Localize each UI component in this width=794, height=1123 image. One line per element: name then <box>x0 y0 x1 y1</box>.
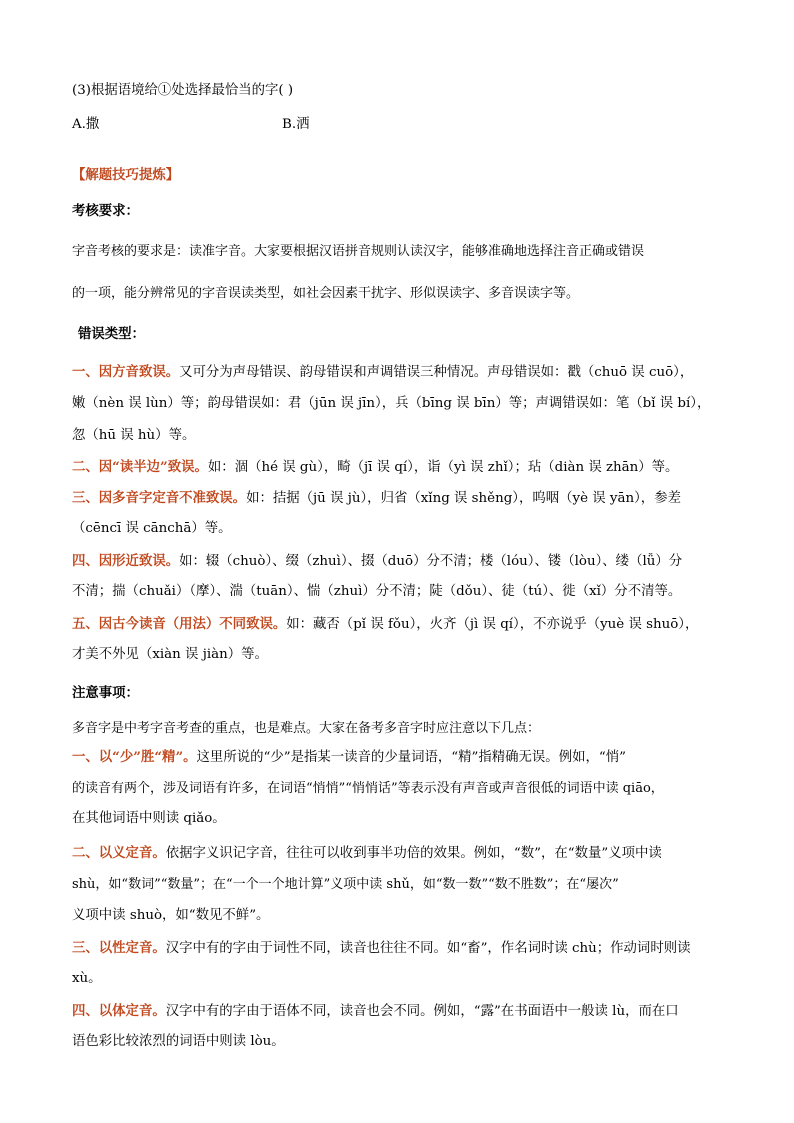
requirements-line-1: 字音考核的要求是：读准字音。大家要根据汉语拼音规则认读汉字，能够准确地选择注音正确或错误 <box>72 244 645 259</box>
error-type-4-label: 四、因形近致误。 <box>72 553 180 569</box>
note-1-label: 一、以“少”胜“精”。 <box>72 749 197 765</box>
note-4-line-1: 四、以体定音。汉字中有的字由于语体不同，读音也会不同。例如，“露”在书面语中一般读 lù，而在口 <box>72 1003 679 1019</box>
note-2-line-3: 义项中读 shuò，如“数见不鲜”。 <box>72 908 270 923</box>
error-type-5-label: 五、因古今读音（用法）不同致误。 <box>72 616 287 632</box>
note-2-label: 二、以义定音。 <box>72 845 166 861</box>
option-a[interactable]: A.撒 <box>72 117 100 132</box>
note-3-label: 三、以性定音。 <box>72 940 166 956</box>
question-options <box>72 115 310 135</box>
notes-intro: 多音字是中考字音考查的重点，也是难点。大家在备考多音字时应注意以下几点： <box>72 721 541 736</box>
note-4-label: 四、以体定音。 <box>72 1003 166 1019</box>
error-type-3-line-1: 三、因多音字定音不准致误。如：拮据（jū 误 jù），归省（xǐng 误 shěng），呜咽（yè 误 yān），参差 <box>72 490 681 506</box>
option-b[interactable]: B.洒 <box>282 117 310 132</box>
note-1-line-1: 一、以“少”胜“精”。这里所说的“少”是指某一读音的少量词语，“精”指精确无误。例如，“悄” <box>72 749 626 765</box>
requirements-heading: 考核要求： <box>72 203 139 219</box>
question-prompt: (3)根据语境给①处选择最恰当的字( ) <box>72 83 294 98</box>
note-3-line-1: 三、以性定音。汉字中有的字由于词性不同，读音也往往不同。如“畜”，作名词时读 chù；作动词时则读 <box>72 940 691 956</box>
error-type-1-line-2: 嫩（nèn 误 lùn）等；韵母错误如：君（jūn 误 jīn），兵（bīng 误 bīn）等；声调错误如：笔（bǐ 误 bí）， <box>72 396 711 411</box>
error-type-5-line-1: 五、因古今读音（用法）不同致误。如：藏否（pǐ 误 fǒu），火齐（jì 误 qí），不亦说乎（yuè 误 shuō）， <box>72 616 699 632</box>
note-3-line-2: xù。 <box>72 971 102 986</box>
error-type-3-line-2: （cēncī 误 cānchā）等。 <box>72 521 232 536</box>
note-2-line-1: 二、以义定音。依据字义识记字音，往往可以收到事半功倍的效果。例如，“数”，在“数量”义项中读 <box>72 845 662 861</box>
section-title: 【解题技巧提炼】 <box>72 167 180 183</box>
requirements-line-2: 的一项，能分辨常见的字音误读类型，如社会因素干扰字、形似误读字、多音误读字等。 <box>72 286 580 301</box>
note-1-line-2: 的读音有两个，涉及词语有许多，在词语“悄悄”“悄悄话”等表示没有声音或声音很低的词语中读 qiāo， <box>72 781 664 796</box>
note-4-line-2: 语色彩比较浓烈的词语中则读 lòu。 <box>72 1034 285 1049</box>
error-type-3-label: 三、因多音字定音不准致误。 <box>72 490 247 506</box>
error-type-1-line-1: 一、因方音致误。又可分为声母错误、韵母错误和声调错误三种情况。声母错误如：戳（chuō 误 cuō）， <box>72 364 694 380</box>
error-type-5-line-2: 才美不外见（xiàn 误 jiàn）等。 <box>72 647 268 662</box>
error-type-2-line-1: 二、因“读半边”致误。如：涸（hé 误 gù），畸（jī 误 qí），诣（yì 误 zhǐ）；玷（diàn 误 zhān）等。 <box>72 459 679 475</box>
error-type-1-label: 一、因方音致误。 <box>72 364 180 380</box>
error-type-4-line-1: 四、因形近致误。如：辍（chuò）、缀（zhuì）、掇（duō）分不清；楼（lóu）、镂（lòu）、缕（lǚ）分 <box>72 553 683 569</box>
note-2-line-2: shù，如“数词”“数量”；在“一个一个地计算”义项中读 shǔ，如“数一数”“数不胜数”；在“屡次” <box>72 877 619 892</box>
error-type-4-line-2: 不清；揣（chuǎi）（摩）、湍（tuān）、惴（zhuì）分不清；陡（dǒu）、徒（tú）、徙（xǐ）分不清等。 <box>72 584 682 599</box>
note-1-line-3: 在其他词语中则读 qiǎo。 <box>72 811 226 826</box>
notes-heading: 注意事项： <box>72 685 139 701</box>
error-types-heading: 错误类型： <box>78 326 145 342</box>
error-type-1-line-3: 忽（hū 误 hù）等。 <box>72 428 196 443</box>
error-type-2-label: 二、因“读半边”致误。 <box>72 459 208 475</box>
